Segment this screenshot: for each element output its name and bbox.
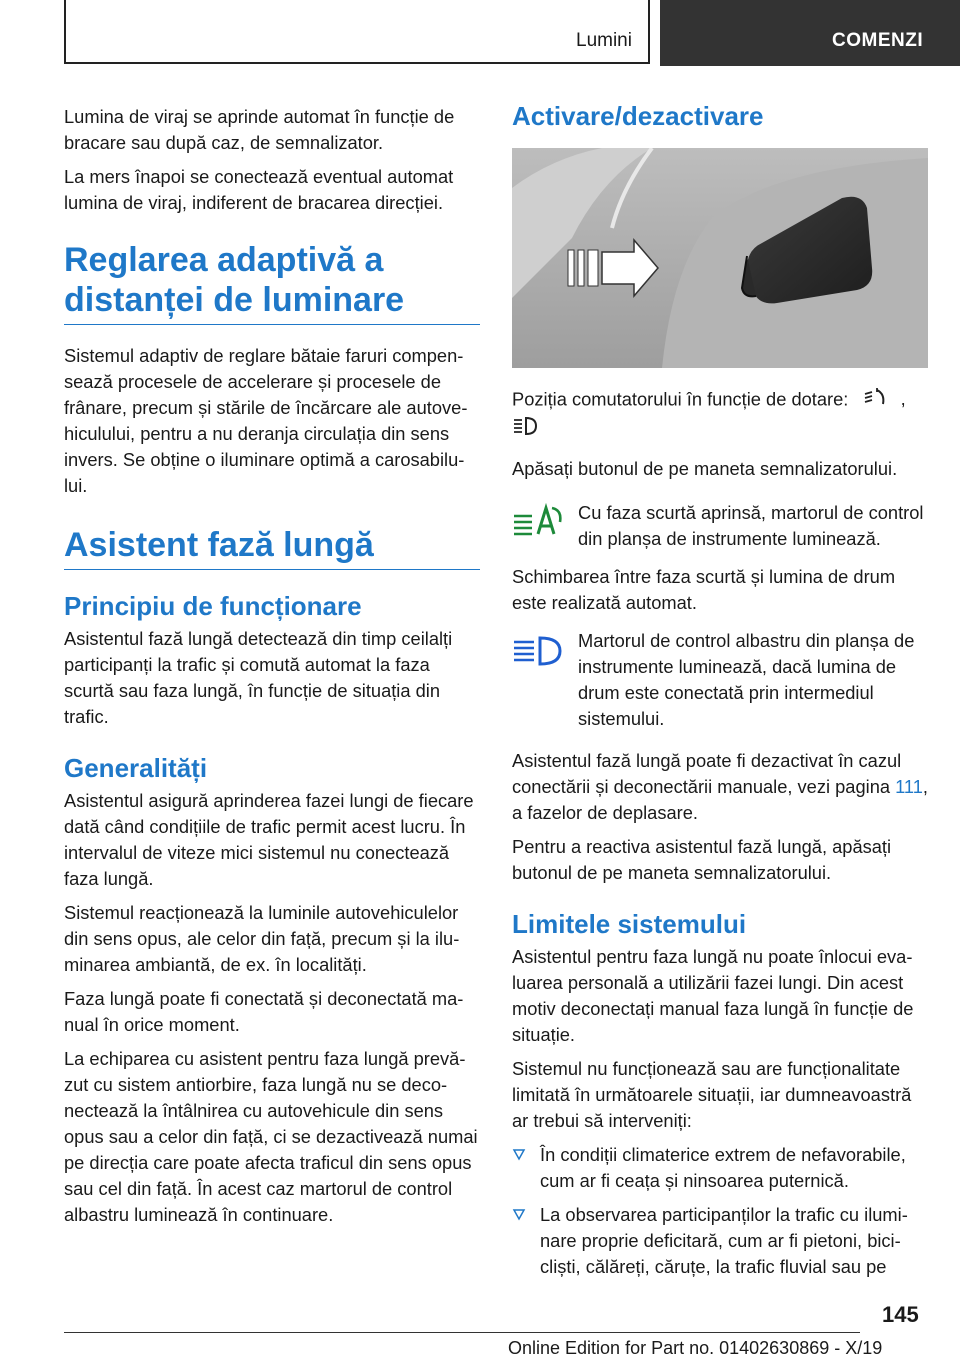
heading-asistent: Asistent fază lungă <box>64 525 480 570</box>
list-item <box>512 1202 928 1280</box>
footer-divider <box>64 1332 860 1333</box>
right-column <box>512 100 928 1280</box>
triangle-bullet-icon <box>512 1202 526 1280</box>
heading-activare: Activare/dezactivare <box>512 101 764 131</box>
paragraph: La mers înapoi se conectează eventual automat lumina de viraj, indiferent de bracarea direcției. <box>64 166 454 213</box>
text-comma: , <box>900 388 906 410</box>
heading-reglare: Reglarea adaptivă a distanței de luminare <box>64 240 480 325</box>
paragraph: Lumina de viraj se aprinde automat în funcție de bracare sau după caz, de semnalizator. <box>64 106 455 153</box>
header-frame <box>64 0 650 64</box>
high-beam-indicator-icon <box>512 628 564 732</box>
note-low-beam <box>512 500 928 552</box>
text-dezactivat-b: , a fazelor de deplasare. <box>512 776 929 823</box>
footer-edition: Online Edition for Part no. 01402630869 - X/19 <box>508 1338 883 1358</box>
header-chapter-tab[interactable] <box>660 0 960 66</box>
note-text <box>578 628 928 732</box>
paragraph-pozitia <box>512 386 928 444</box>
heading-generalitati: Generalități <box>64 753 208 783</box>
list-item-text: În condiții climaterice extrem de nefavorabile, cum ar fi ceața și ninsoarea puternică. <box>540 1144 906 1191</box>
left-column <box>64 104 480 1236</box>
high-beam-switch-icon <box>512 415 538 444</box>
turn-signal-stalk-image <box>512 148 928 368</box>
paragraph-dezactivat <box>512 748 928 826</box>
auto-high-beam-indicator-icon <box>512 500 564 552</box>
paragraph: Sistemul adaptiv de reglare bătaie faruri compensează procesele de accelerare și procesele de frânare, precum și stările de încărcare ale autovehiculului, pentru a nu deranja circulația din sens invers. Se obține o iluminare optimă a carosabilului. <box>64 345 468 496</box>
note-high-beam <box>512 628 928 732</box>
note-text: Cu faza scurtă aprinsă, martorul de control din planșa de instrumente luminează. <box>578 502 924 549</box>
paragraph: Asistentul fază lungă detectează din timp ceilalți participanți la trafic și comută automat la faza scurtă sau faza lungă, în funcție de situația din trafic. <box>64 628 453 727</box>
text-pozitia: Poziția comutatorului în funcție de dotare: <box>512 388 849 410</box>
paragraph: Asistentul asigură aprinderea fazei lungi de fiecare dată când condițiile de trafic permit acest lucru. În intervalul de viteze mici sistemul nu conectează faza lungă. <box>64 790 474 889</box>
list-item <box>512 1142 928 1194</box>
paragraph: Faza lungă poate fi conectată și deconectată manual în orice moment. <box>64 988 464 1035</box>
heading-principiu: Principiu de funcționare <box>64 591 362 621</box>
note-text-inline: Martorul de control albastru din planșa de instrumente luminează, dacă lumina de drum este conectată prin intermediul sistemului. <box>578 630 915 729</box>
paragraph: Sistemul nu funcționează sau are funcționalitate limitată în următoarele situații, iar dumneavoastră ar trebui să interveniți: <box>512 1058 912 1131</box>
header-section-title: Lumini <box>576 30 632 51</box>
heading-limitele: Limitele sistemului <box>512 909 747 939</box>
paragraph: Schimbarea între faza scurtă și lumina de drum este realizată automat. <box>512 566 896 613</box>
page-link-111[interactable]: 111 <box>895 776 923 797</box>
header-chapter-label: COMENZI <box>832 30 924 51</box>
paragraph: Sistemul reacționează la luminile autovehiculelor din sens opus, ale celor din față, precum și la iluminarea ambiantă, de ex. în localități. <box>64 902 460 975</box>
triangle-bullet-icon <box>512 1142 526 1194</box>
text-dezactivat-a: Asistentul fază lungă poate fi dezactivat în cazul conectării și deconectării manuale, vezi pagina <box>512 750 902 797</box>
auto-high-beam-switch-icon <box>863 386 889 415</box>
page-number: 145 <box>882 1302 919 1327</box>
paragraph: La echiparea cu asistent pentru faza lungă prevăzut cu sistem antiorbire, faza lungă nu se deconectează la întâlnirea cu autovehicule din sens opus sau a celor din față, ci se dezactivează numai pe direcția care poate afecta traficul din sens opus sau cel din față. În acest caz martorul de control albastru luminează în continuare. <box>64 1048 478 1225</box>
paragraph: Pentru a reactiva asistentul fază lungă, apăsați butonul de pe maneta semnalizatorului. <box>512 836 892 883</box>
list-item-text: La observarea participanților la trafic cu iluminare proprie deficitară, cum ar fi pietoni, bicicliști, călăreți, căruțe, la trafic fluvial sau pe <box>540 1204 908 1277</box>
stalk-illustration <box>512 148 928 368</box>
paragraph: Asistentul pentru faza lungă nu poate înlocui evaluarea personală a utilizării fazei lungi. Din acest motiv deconectați manual faza lungă în funcție de situație. <box>512 946 914 1045</box>
paragraph: Apăsați butonul de pe maneta semnalizatorului. <box>512 458 898 479</box>
